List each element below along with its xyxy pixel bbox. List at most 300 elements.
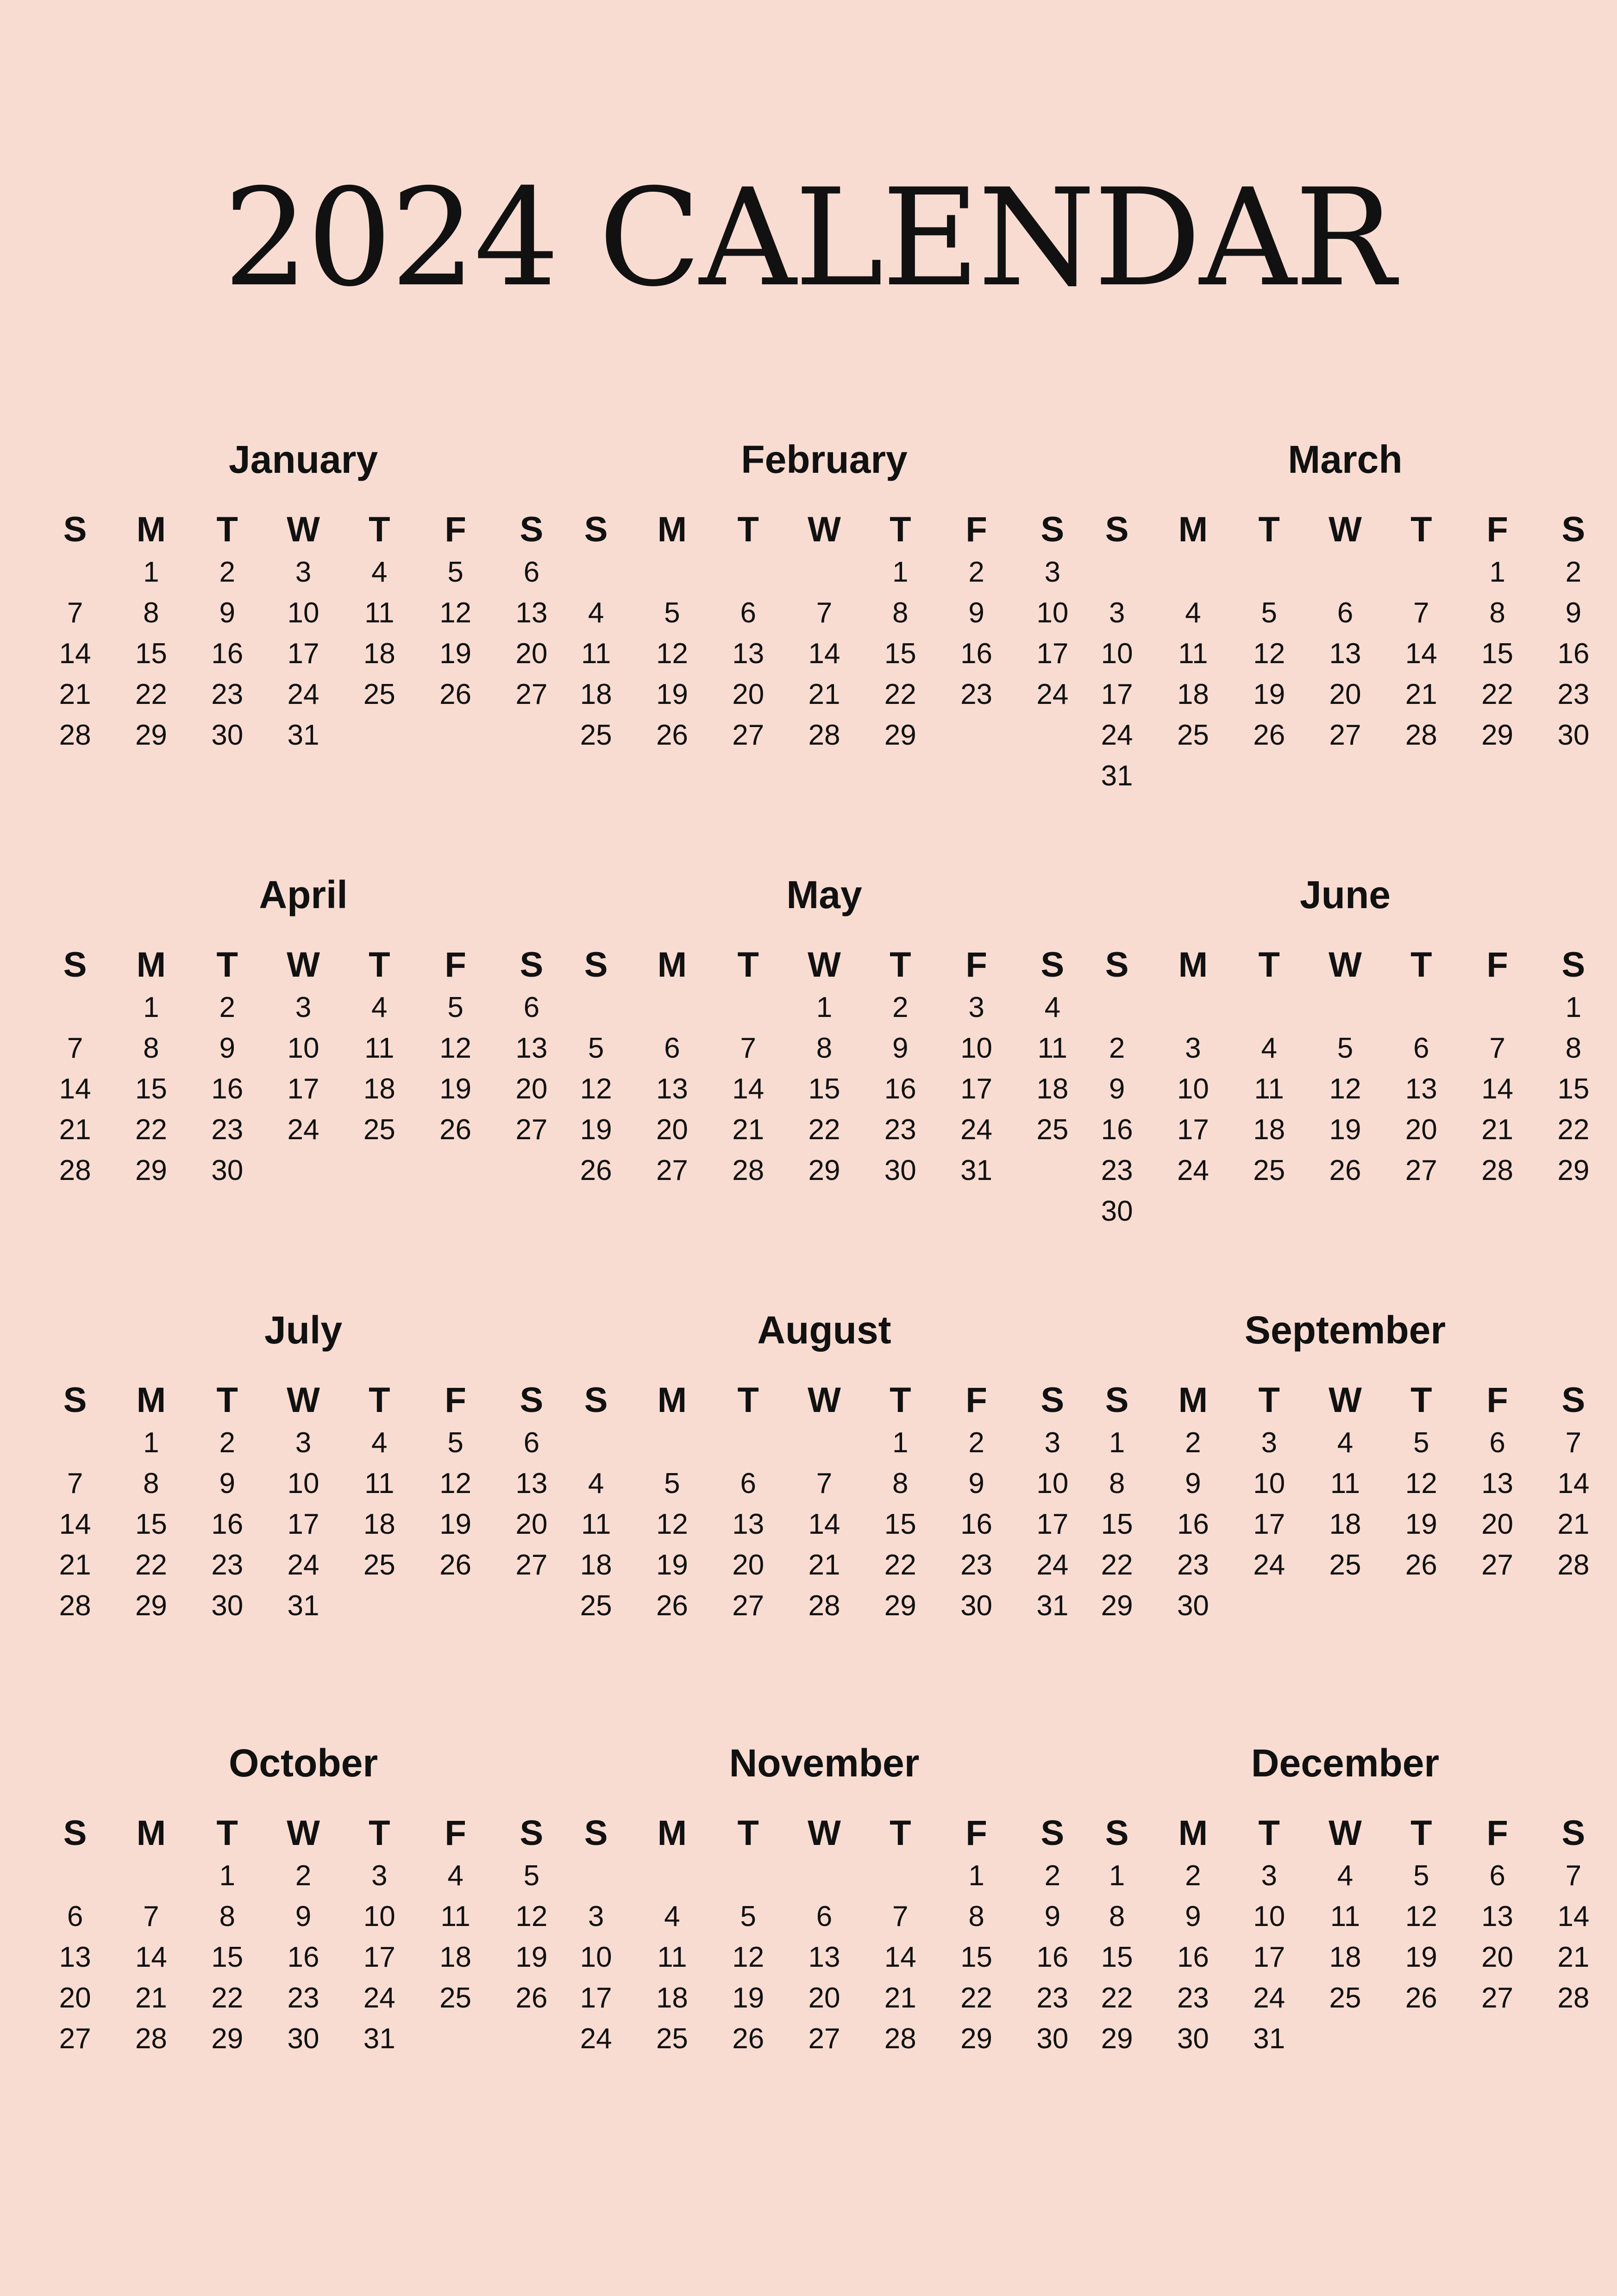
weekday-label: T <box>216 1380 238 1420</box>
day-cell: 30 <box>1177 1590 1209 1622</box>
day-cell: 6 <box>67 1901 83 1932</box>
day-cell: 2 <box>219 991 235 1023</box>
day-cell: 5 <box>664 597 680 629</box>
day-cell: 10 <box>580 1941 612 1973</box>
day-cell: 11 <box>581 638 611 670</box>
day-cell: 28 <box>59 1154 91 1186</box>
weekday-label: W <box>287 945 320 985</box>
month-november <box>558 1741 1091 2059</box>
day-cell: 2 <box>1109 1032 1125 1064</box>
day-cell: 6 <box>740 597 756 629</box>
week-row <box>558 1069 1091 1110</box>
day-cell: 28 <box>1405 719 1437 751</box>
weekday-label: S <box>1040 945 1065 985</box>
week-row <box>37 1896 570 1937</box>
day-cell <box>417 1586 493 1626</box>
day-cell: 23 <box>211 1114 244 1146</box>
day-cell: 12 <box>439 1032 472 1064</box>
weekday-label: F <box>445 510 466 549</box>
day-cell: 25 <box>1036 1114 1069 1146</box>
day-cell: 17 <box>363 1941 395 1973</box>
day-cell: 25 <box>580 719 612 751</box>
day-cell <box>265 1150 341 1191</box>
day-cell: 29 <box>884 719 916 751</box>
day-cell: 29 <box>135 1154 167 1186</box>
day-cell: 5 <box>740 1901 756 1932</box>
day-cell: 3 <box>295 991 312 1023</box>
day-cell: 7 <box>740 1032 756 1064</box>
weekday-label: T <box>216 1813 238 1853</box>
day-cell: 3 <box>295 556 312 588</box>
day-cell: 4 <box>371 556 388 588</box>
weekday-label: F <box>1486 1813 1508 1853</box>
month-january <box>37 440 570 756</box>
day-cell <box>1459 756 1535 797</box>
weekday-label: S <box>520 945 544 985</box>
weekday-label: T <box>1410 1380 1432 1420</box>
day-cell: 10 <box>1101 638 1133 670</box>
day-cell: 12 <box>439 597 472 629</box>
weekday-label: S <box>1105 945 1129 985</box>
day-cell: 18 <box>439 1941 472 1973</box>
day-cell: 23 <box>287 1982 320 2014</box>
week-row <box>37 1856 570 1896</box>
week-row <box>558 1463 1091 1504</box>
day-cell: 16 <box>960 638 993 670</box>
day-cell: 16 <box>1557 638 1590 670</box>
day-cell: 27 <box>732 1590 765 1622</box>
day-cell: 13 <box>732 638 765 670</box>
week-row <box>558 1110 1091 1150</box>
weekday-label: W <box>287 1380 320 1420</box>
day-cell: 29 <box>135 719 167 751</box>
day-cell: 11 <box>364 1032 395 1064</box>
day-cell: 19 <box>656 1549 688 1581</box>
day-cell: 25 <box>1253 1154 1285 1186</box>
day-cell: 31 <box>1101 760 1133 792</box>
weekday-label: W <box>1329 1813 1362 1853</box>
weekday-label: T <box>737 510 759 549</box>
day-cell: 26 <box>656 1590 688 1622</box>
day-cell: 10 <box>363 1901 395 1932</box>
day-cell: 7 <box>1489 1032 1505 1064</box>
day-cell: 23 <box>960 678 993 710</box>
weekday-header-row <box>1079 943 1611 987</box>
day-cell: 23 <box>1101 1154 1133 1186</box>
day-cell: 28 <box>135 2023 167 2055</box>
day-cell: 22 <box>135 1114 167 1146</box>
day-cell: 15 <box>808 1073 840 1105</box>
weekday-label: M <box>136 945 166 985</box>
weekday-label: T <box>890 510 911 549</box>
day-cell: 13 <box>515 1032 548 1064</box>
weekday-label: T <box>737 945 759 985</box>
weekday-label: T <box>1258 1813 1280 1853</box>
day-cell: 25 <box>363 1549 395 1581</box>
month-march <box>1079 440 1611 797</box>
day-cell: 28 <box>59 719 91 751</box>
weekday-label: S <box>584 945 608 985</box>
day-cell <box>1307 1586 1383 1626</box>
week-row <box>37 1110 570 1150</box>
day-cell: 7 <box>1565 1860 1582 1892</box>
day-cell <box>1383 987 1459 1028</box>
day-cell: 3 <box>1185 1032 1201 1064</box>
month-june <box>1079 875 1611 1232</box>
day-cell: 22 <box>1557 1114 1590 1146</box>
day-cell: 19 <box>439 1073 472 1105</box>
week-row <box>1079 593 1611 634</box>
day-cell <box>558 987 634 1028</box>
weekday-label: S <box>520 1813 544 1853</box>
day-cell: 26 <box>1329 1154 1361 1186</box>
day-cell <box>938 715 1014 756</box>
day-cell <box>558 552 634 593</box>
day-cell <box>1383 756 1459 797</box>
week-row <box>558 1028 1091 1069</box>
day-cell: 30 <box>1036 2023 1069 2055</box>
day-cell: 28 <box>732 1154 765 1186</box>
day-cell: 7 <box>1413 597 1429 629</box>
day-cell: 5 <box>1413 1427 1429 1459</box>
weekday-label: T <box>890 1813 911 1853</box>
day-cell: 11 <box>657 1941 687 1973</box>
day-cell: 5 <box>1261 597 1277 629</box>
day-cell: 15 <box>135 1073 167 1105</box>
week-row <box>558 1504 1091 1545</box>
day-cell: 13 <box>515 597 548 629</box>
day-cell: 11 <box>440 1901 470 1932</box>
day-cell: 19 <box>1329 1114 1361 1146</box>
day-cell: 2 <box>1565 556 1582 588</box>
day-cell <box>341 1586 417 1626</box>
week-row <box>1079 674 1611 715</box>
day-cell: 31 <box>287 1590 320 1622</box>
month-name: September <box>1244 1308 1446 1352</box>
day-cell <box>1383 2019 1459 2059</box>
day-cell: 9 <box>295 1901 312 1932</box>
month-name: April <box>259 873 348 916</box>
day-cell <box>341 715 417 756</box>
day-cell: 8 <box>1109 1468 1125 1499</box>
week-row <box>37 1545 570 1586</box>
day-cell: 11 <box>1178 638 1208 670</box>
day-cell: 3 <box>371 1860 388 1892</box>
day-cell: 19 <box>732 1982 765 2014</box>
week-row <box>558 1150 1091 1191</box>
day-cell: 17 <box>287 638 320 670</box>
day-cell: 1 <box>1565 991 1582 1023</box>
weekday-label: S <box>520 510 544 549</box>
day-cell: 1 <box>1109 1860 1125 1892</box>
day-cell: 28 <box>1557 1549 1590 1581</box>
day-cell: 29 <box>1557 1154 1590 1186</box>
day-cell: 6 <box>1489 1427 1505 1459</box>
day-cell: 23 <box>211 1549 244 1581</box>
day-cell: 13 <box>59 1941 91 1973</box>
day-cell: 22 <box>1101 1982 1133 2014</box>
day-cell: 14 <box>59 638 91 670</box>
weekday-label: S <box>1561 1813 1586 1853</box>
day-cell: 26 <box>1253 719 1285 751</box>
week-row <box>37 1504 570 1545</box>
day-cell: 20 <box>732 1549 765 1581</box>
page-title: 2024 CALENDAR <box>223 160 1394 316</box>
day-cell: 16 <box>287 1941 320 1973</box>
day-cell: 3 <box>1261 1860 1277 1892</box>
day-cell: 7 <box>816 597 833 629</box>
day-cell: 5 <box>447 1427 464 1459</box>
week-row <box>1079 1150 1611 1191</box>
week-row <box>558 674 1091 715</box>
day-cell: 24 <box>1036 678 1069 710</box>
day-cell: 30 <box>287 2023 320 2055</box>
weekday-label: M <box>657 510 687 549</box>
day-cell: 1 <box>1109 1427 1125 1459</box>
month-name: July <box>264 1308 343 1352</box>
week-row <box>558 1586 1091 1626</box>
day-cell: 6 <box>664 1032 680 1064</box>
day-cell: 8 <box>892 597 909 629</box>
day-cell: 30 <box>211 719 244 751</box>
week-row <box>37 1463 570 1504</box>
day-cell: 4 <box>588 1468 604 1499</box>
day-cell: 17 <box>1036 638 1069 670</box>
weekday-label: T <box>890 945 911 985</box>
day-cell <box>710 1423 786 1463</box>
day-cell: 2 <box>219 1427 235 1459</box>
day-cell <box>634 552 710 593</box>
day-cell: 10 <box>1253 1901 1285 1932</box>
month-name: December <box>1251 1741 1440 1785</box>
day-cell: 22 <box>1481 678 1514 710</box>
weekday-label: F <box>445 1380 466 1420</box>
week-row <box>37 552 570 593</box>
day-cell: 16 <box>960 1508 993 1540</box>
day-cell <box>113 1856 189 1896</box>
day-cell: 6 <box>1489 1860 1505 1892</box>
day-cell: 24 <box>363 1982 395 2014</box>
day-cell: 24 <box>960 1114 993 1146</box>
day-cell: 8 <box>1109 1901 1125 1932</box>
day-cell: 22 <box>135 1549 167 1581</box>
day-cell: 3 <box>295 1427 312 1459</box>
weekday-label: S <box>1040 510 1065 549</box>
day-cell: 9 <box>1109 1073 1125 1105</box>
day-cell: 18 <box>580 678 612 710</box>
weekday-label: S <box>1105 510 1129 549</box>
day-cell: 23 <box>960 1549 993 1581</box>
day-cell: 21 <box>808 678 840 710</box>
day-cell <box>1231 1586 1307 1626</box>
week-row <box>1079 1028 1611 1069</box>
day-cell: 9 <box>219 1468 235 1499</box>
day-cell: 17 <box>287 1073 320 1105</box>
week-row <box>558 1978 1091 2019</box>
day-cell: 23 <box>1177 1982 1209 2014</box>
day-cell: 22 <box>1101 1549 1133 1581</box>
day-cell: 3 <box>588 1901 604 1932</box>
day-cell: 13 <box>1405 1073 1437 1105</box>
day-cell: 28 <box>808 1590 840 1622</box>
month-name: November <box>729 1741 920 1785</box>
day-cell: 26 <box>515 1982 548 2014</box>
week-row <box>1079 1896 1611 1937</box>
day-cell: 14 <box>884 1941 916 1973</box>
day-cell: 25 <box>1177 719 1209 751</box>
weekday-label: S <box>63 945 87 985</box>
weekday-label: T <box>369 945 390 985</box>
day-cell: 14 <box>1481 1073 1514 1105</box>
day-cell: 26 <box>1405 1982 1437 2014</box>
day-cell: 4 <box>371 1427 388 1459</box>
day-cell: 1 <box>816 991 833 1023</box>
day-cell: 6 <box>523 556 540 588</box>
weekday-label: M <box>657 1813 687 1853</box>
month-september <box>1079 1308 1611 1626</box>
weekday-label: W <box>1329 1380 1362 1420</box>
day-cell: 7 <box>816 1468 833 1499</box>
day-cell: 27 <box>59 2023 91 2055</box>
day-cell: 20 <box>1481 1508 1514 1540</box>
weekday-label: W <box>287 1813 320 1853</box>
month-name: October <box>228 1741 378 1785</box>
weekday-label: S <box>520 1380 544 1420</box>
weekday-label: M <box>136 1813 166 1853</box>
day-cell: 26 <box>1405 1549 1437 1581</box>
day-cell: 31 <box>960 1154 993 1186</box>
day-cell: 18 <box>580 1549 612 1581</box>
day-cell: 21 <box>732 1114 765 1146</box>
weekday-label: M <box>1178 510 1208 549</box>
week-row <box>1079 1545 1611 1586</box>
month-july <box>37 1308 570 1626</box>
day-cell: 1 <box>143 556 159 588</box>
day-cell: 27 <box>732 719 765 751</box>
day-cell: 31 <box>1036 1590 1069 1622</box>
day-cell <box>1536 2019 1611 2059</box>
day-cell: 14 <box>1405 638 1437 670</box>
weekday-label: T <box>1258 510 1280 549</box>
month-october <box>37 1741 570 2059</box>
weekday-label: S <box>1561 945 1586 985</box>
day-cell: 14 <box>732 1073 765 1105</box>
day-cell: 12 <box>1329 1073 1361 1105</box>
week-row <box>37 987 570 1028</box>
day-cell: 14 <box>808 638 840 670</box>
day-cell: 31 <box>363 2023 395 2055</box>
day-cell: 15 <box>1481 638 1514 670</box>
day-cell: 16 <box>211 1508 244 1540</box>
day-cell: 13 <box>515 1468 548 1499</box>
day-cell: 26 <box>439 1549 472 1581</box>
day-cell: 29 <box>135 1590 167 1622</box>
day-cell: 27 <box>1481 1982 1514 2014</box>
day-cell <box>558 1423 634 1463</box>
day-cell: 11 <box>364 597 395 629</box>
day-cell: 15 <box>960 1941 993 1973</box>
day-cell: 21 <box>1481 1114 1514 1146</box>
day-cell: 10 <box>1036 1468 1069 1499</box>
day-cell: 17 <box>1036 1508 1069 1540</box>
day-cell: 4 <box>664 1901 680 1932</box>
day-cell: 22 <box>808 1114 840 1146</box>
week-row <box>1079 634 1611 674</box>
weekday-label: F <box>1486 510 1508 549</box>
weekday-label: S <box>63 1380 87 1420</box>
day-cell: 10 <box>287 1032 320 1064</box>
day-cell: 16 <box>884 1073 916 1105</box>
day-cell <box>37 1856 113 1896</box>
day-cell: 20 <box>515 1073 548 1105</box>
day-cell: 27 <box>656 1154 688 1186</box>
day-cell: 9 <box>219 597 235 629</box>
day-cell: 18 <box>1329 1941 1361 1973</box>
day-cell: 10 <box>960 1032 993 1064</box>
day-cell: 20 <box>1481 1941 1514 1973</box>
day-cell: 6 <box>1413 1032 1429 1064</box>
day-cell: 27 <box>515 678 548 710</box>
day-cell: 12 <box>1405 1901 1437 1932</box>
day-cell <box>1307 1191 1383 1232</box>
day-cell: 25 <box>656 2023 688 2055</box>
day-cell: 7 <box>143 1901 159 1932</box>
day-cell: 18 <box>363 1508 395 1540</box>
weekday-header-row <box>1079 508 1611 552</box>
day-cell: 1 <box>892 556 909 588</box>
day-cell <box>634 987 710 1028</box>
week-row <box>558 634 1091 674</box>
day-cell: 19 <box>439 638 472 670</box>
day-cell: 24 <box>287 678 320 710</box>
day-cell: 2 <box>219 556 235 588</box>
day-cell: 14 <box>135 1941 167 1973</box>
day-cell: 15 <box>1557 1073 1590 1105</box>
day-cell: 18 <box>1177 678 1209 710</box>
day-cell: 22 <box>211 1982 244 2014</box>
day-cell: 17 <box>580 1982 612 2014</box>
week-row <box>37 634 570 674</box>
weekday-label: S <box>63 1813 87 1853</box>
day-cell: 27 <box>1481 1549 1514 1581</box>
day-cell <box>1231 987 1307 1028</box>
day-cell: 10 <box>287 1468 320 1499</box>
week-row <box>37 593 570 634</box>
day-cell: 30 <box>884 1154 916 1186</box>
weekday-label: W <box>808 945 841 985</box>
weekday-label: F <box>445 945 466 985</box>
day-cell: 13 <box>732 1508 765 1540</box>
day-cell: 16 <box>1177 1508 1209 1540</box>
day-cell: 16 <box>1177 1941 1209 1973</box>
day-cell: 27 <box>1329 719 1361 751</box>
weekday-label: T <box>737 1380 759 1420</box>
week-row <box>558 1423 1091 1463</box>
day-cell: 24 <box>1101 719 1133 751</box>
day-cell: 9 <box>1185 1468 1201 1499</box>
weekday-header-row <box>1079 1811 1611 1856</box>
day-cell: 19 <box>656 678 688 710</box>
weekday-header-row <box>558 1811 1091 1856</box>
day-cell: 15 <box>884 638 916 670</box>
day-cell: 6 <box>523 1427 540 1459</box>
day-cell: 21 <box>1557 1508 1590 1540</box>
day-cell: 11 <box>581 1508 611 1540</box>
day-cell <box>634 1423 710 1463</box>
day-cell: 6 <box>1337 597 1354 629</box>
day-cell: 25 <box>363 1114 395 1146</box>
week-row <box>558 1937 1091 1978</box>
